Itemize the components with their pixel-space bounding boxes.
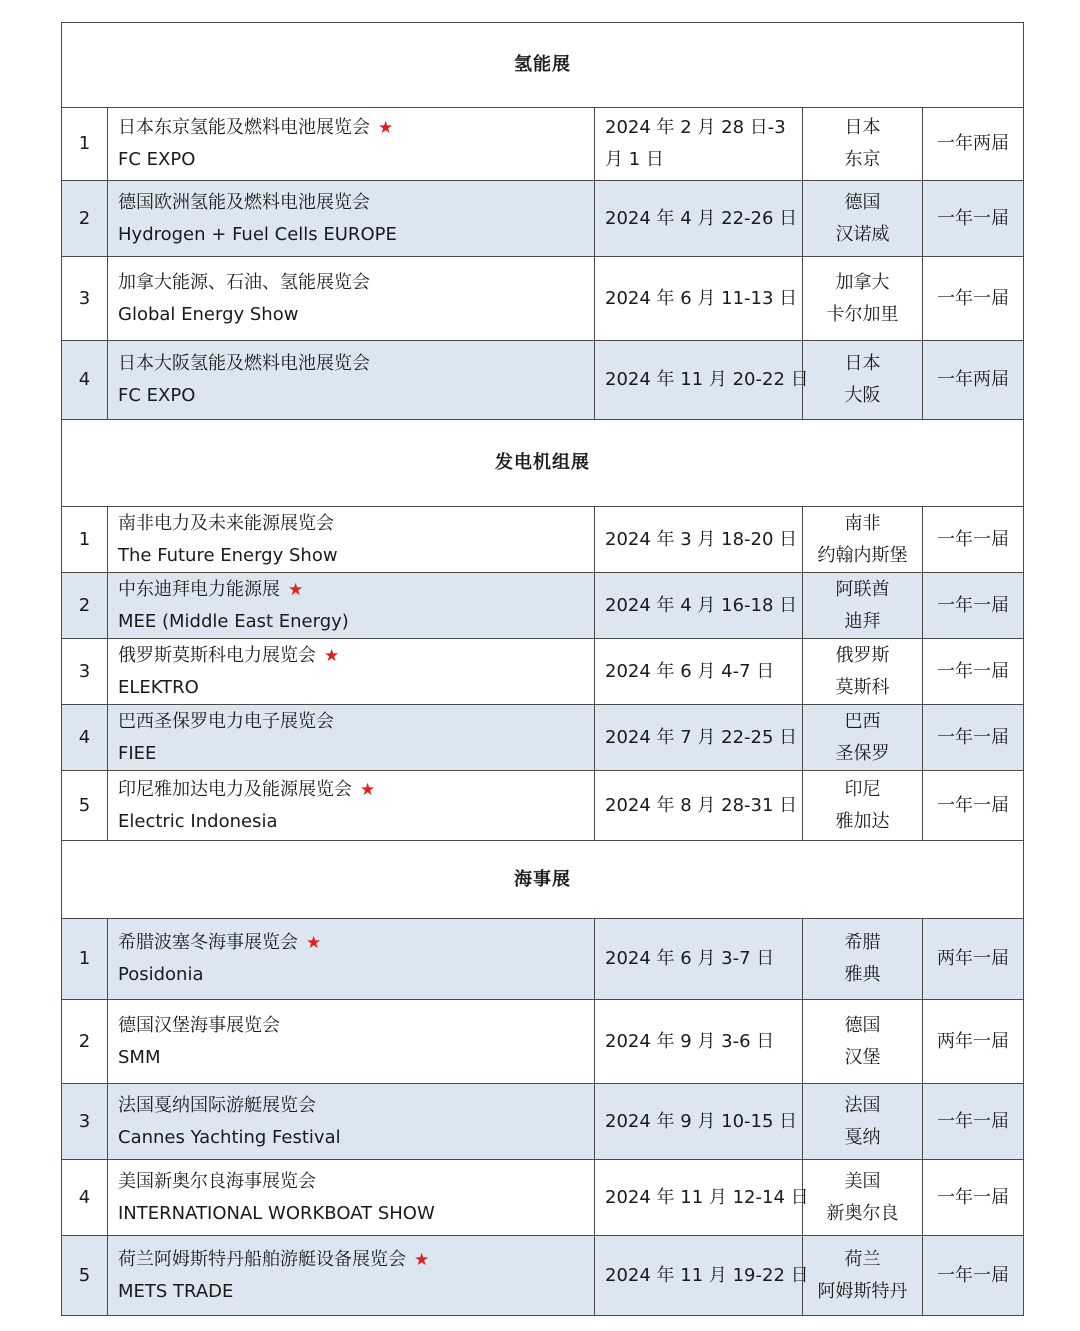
row-number: 1 (62, 507, 108, 573)
expo-name-en: Cannes Yachting Festival (118, 1126, 341, 1148)
expo-name-en: SMM (118, 1046, 161, 1068)
section-header-row (62, 420, 1024, 507)
expo-city: 雅加达 (835, 810, 890, 832)
table-row (62, 257, 1024, 341)
row-number: 3 (62, 1084, 108, 1160)
expo-date: 2024 年 6 月 3-7 日 (595, 919, 803, 1000)
expo-name-en: Hydrogen + Fuel Cells EUROPE (118, 223, 397, 245)
expo-country: 日本 (844, 117, 881, 138)
row-number: 2 (62, 181, 108, 257)
expo-name-en: ELEKTRO (118, 676, 199, 698)
expo-country: 法国 (844, 1094, 881, 1116)
section-title-maritime: 海事展 (62, 841, 1024, 919)
expo-city: 大阪 (844, 385, 881, 406)
expo-frequency: 一年两届 (923, 108, 1024, 181)
expo-country: 德国 (844, 191, 881, 213)
table-row (62, 108, 1024, 181)
row-number: 1 (62, 108, 108, 181)
expo-date: 2024 年 11 月 20-22 日 (595, 341, 803, 420)
expo-city: 雅典 (844, 964, 881, 985)
expo-name-cell (108, 1236, 595, 1316)
expo-location (803, 1000, 923, 1084)
expo-name-en: Electric Indonesia (118, 810, 278, 832)
table-row (62, 341, 1024, 420)
star-icon: ★ (306, 933, 322, 953)
expo-location (803, 919, 923, 1000)
expo-location (803, 1236, 923, 1316)
expo-name-cell (108, 639, 595, 705)
table-row (62, 573, 1024, 639)
expo-name-cell (108, 1000, 595, 1084)
row-number: 2 (62, 573, 108, 639)
expo-city: 汉堡 (844, 1046, 881, 1068)
table-row (62, 771, 1024, 841)
table-row (62, 919, 1024, 1000)
expo-date: 2024 年 2 月 28 日-3 月 1 日 (595, 108, 803, 181)
expo-name-cn: 日本大阪氢能及燃料电池展览会 (118, 353, 370, 374)
expo-name-cn: 希腊波塞冬海事展览会 (118, 932, 298, 953)
expo-name-en: INTERNATIONAL WORKBOAT SHOW (118, 1202, 435, 1224)
expo-date: 2024 年 8 月 28-31 日 (595, 771, 803, 841)
expo-name-cell (108, 771, 595, 841)
expo-country: 阿联酋 (835, 578, 890, 600)
expo-location (803, 507, 923, 573)
table-row (62, 507, 1024, 573)
expo-date: 2024 年 11 月 12-14 日 (595, 1160, 803, 1236)
expo-frequency: 一年一届 (923, 705, 1024, 771)
expo-date: 2024 年 4 月 22-26 日 (595, 181, 803, 257)
expo-date: 2024 年 9 月 3-6 日 (595, 1000, 803, 1084)
star-icon: ★ (324, 645, 340, 666)
expo-date: 2024 年 6 月 11-13 日 (595, 257, 803, 341)
expo-name-en: FC EXPO (118, 149, 196, 170)
expo-name-cell (108, 181, 595, 257)
expo-name-cn: 中东迪拜电力能源展 (118, 578, 280, 600)
expo-country: 希腊 (844, 932, 881, 953)
expo-frequency: 一年一届 (923, 639, 1024, 705)
expo-city: 东京 (844, 149, 881, 170)
section-title-hydrogen: 氢能展 (62, 23, 1024, 108)
expo-name-cn: 南非电力及未来能源展览会 (118, 512, 334, 534)
expo-name-cell (108, 341, 595, 420)
section-header-row (62, 23, 1024, 108)
star-icon: ★ (414, 1249, 430, 1270)
table-row (62, 1236, 1024, 1316)
row-number: 4 (62, 705, 108, 771)
expo-location (803, 181, 923, 257)
expo-frequency: 一年一届 (923, 257, 1024, 341)
expo-city: 莫斯科 (835, 676, 890, 698)
expo-country: 加拿大 (835, 271, 890, 293)
expo-country: 日本 (844, 353, 881, 374)
expo-name-cn: 印尼雅加达电力及能源展览会 (118, 778, 352, 800)
star-icon: ★ (378, 118, 394, 138)
expo-name-cn: 俄罗斯莫斯科电力展览会 (118, 644, 316, 666)
expo-frequency: 一年两届 (923, 341, 1024, 420)
row-number: 4 (62, 341, 108, 420)
expo-name-en: Global Energy Show (118, 303, 299, 325)
expo-location (803, 257, 923, 341)
expo-country: 南非 (844, 512, 881, 534)
expo-date: 2024 年 7 月 22-25 日 (595, 705, 803, 771)
row-number: 3 (62, 639, 108, 705)
expo-city: 戛纳 (844, 1126, 881, 1148)
expo-location (803, 341, 923, 420)
expo-city: 约翰内斯堡 (817, 544, 908, 566)
expo-frequency: 两年一届 (923, 919, 1024, 1000)
expo-name-cell (108, 705, 595, 771)
expo-name-cn: 德国欧洲氢能及燃料电池展览会 (118, 191, 370, 213)
expo-location (803, 1160, 923, 1236)
expo-name-en: METS TRADE (118, 1280, 234, 1302)
expo-name-cell (108, 507, 595, 573)
expo-name-en: FIEE (118, 742, 157, 764)
expo-name-cell (108, 108, 595, 181)
expo-name-cell (108, 257, 595, 341)
expo-name-cn: 日本东京氢能及燃料电池展览会 (118, 117, 370, 138)
expo-frequency: 一年一届 (923, 1160, 1024, 1236)
expo-country: 巴西 (844, 710, 881, 732)
expo-city: 阿姆斯特丹 (817, 1280, 908, 1302)
expo-location (803, 705, 923, 771)
expo-country: 印尼 (844, 778, 881, 800)
expo-city: 汉诺威 (835, 223, 890, 245)
expo-name-cell (108, 1084, 595, 1160)
expo-location (803, 639, 923, 705)
section-header-row (62, 841, 1024, 919)
star-icon: ★ (288, 579, 304, 600)
expo-city: 迪拜 (844, 610, 881, 632)
expo-location (803, 573, 923, 639)
table-row (62, 1084, 1024, 1160)
expo-name-cn: 美国新奥尔良海事展览会 (118, 1170, 316, 1192)
table-row (62, 705, 1024, 771)
expo-city: 圣保罗 (835, 742, 890, 764)
row-number: 1 (62, 919, 108, 1000)
expo-name-cell (108, 573, 595, 639)
expo-frequency: 一年一届 (923, 181, 1024, 257)
expo-table (61, 22, 1024, 1316)
expo-name-cn: 法国戛纳国际游艇展览会 (118, 1094, 316, 1116)
table-row (62, 1000, 1024, 1084)
expo-country: 荷兰 (844, 1248, 881, 1270)
expo-name-en: Posidonia (118, 964, 204, 985)
expo-frequency: 一年一届 (923, 507, 1024, 573)
expo-city: 新奥尔良 (826, 1202, 899, 1224)
table-row (62, 639, 1024, 705)
expo-name-cn: 加拿大能源、石油、氢能展览会 (118, 271, 370, 293)
expo-country: 美国 (844, 1170, 881, 1192)
row-number: 2 (62, 1000, 108, 1084)
expo-name-cn: 德国汉堡海事展览会 (118, 1014, 280, 1036)
row-number: 5 (62, 1236, 108, 1316)
table-row (62, 1160, 1024, 1236)
expo-country: 俄罗斯 (835, 644, 890, 666)
expo-frequency: 两年一届 (923, 1000, 1024, 1084)
table-row (62, 181, 1024, 257)
star-icon: ★ (360, 779, 376, 800)
expo-location (803, 1084, 923, 1160)
expo-name-en: MEE (Middle East Energy) (118, 610, 349, 632)
expo-date: 2024 年 6 月 4-7 日 (595, 639, 803, 705)
row-number: 4 (62, 1160, 108, 1236)
expo-frequency: 一年一届 (923, 573, 1024, 639)
expo-date: 2024 年 4 月 16-18 日 (595, 573, 803, 639)
section-title-generator: 发电机组展 (62, 420, 1024, 507)
expo-name-en: FC EXPO (118, 385, 196, 406)
row-number: 5 (62, 771, 108, 841)
expo-city: 卡尔加里 (826, 303, 899, 325)
row-number: 3 (62, 257, 108, 341)
expo-name-cell (108, 919, 595, 1000)
expo-frequency: 一年一届 (923, 771, 1024, 841)
expo-name-cell (108, 1160, 595, 1236)
expo-location (803, 108, 923, 181)
expo-date: 2024 年 9 月 10-15 日 (595, 1084, 803, 1160)
expo-name-cn: 巴西圣保罗电力电子展览会 (118, 710, 334, 732)
expo-date: 2024 年 11 月 19-22 日 (595, 1236, 803, 1316)
expo-country: 德国 (844, 1014, 881, 1036)
expo-date: 2024 年 3 月 18-20 日 (595, 507, 803, 573)
expo-frequency: 一年一届 (923, 1084, 1024, 1160)
expo-name-cn: 荷兰阿姆斯特丹船舶游艇设备展览会 (118, 1248, 406, 1270)
expo-location (803, 771, 923, 841)
expo-name-en: The Future Energy Show (118, 544, 338, 566)
expo-frequency: 一年一届 (923, 1236, 1024, 1316)
